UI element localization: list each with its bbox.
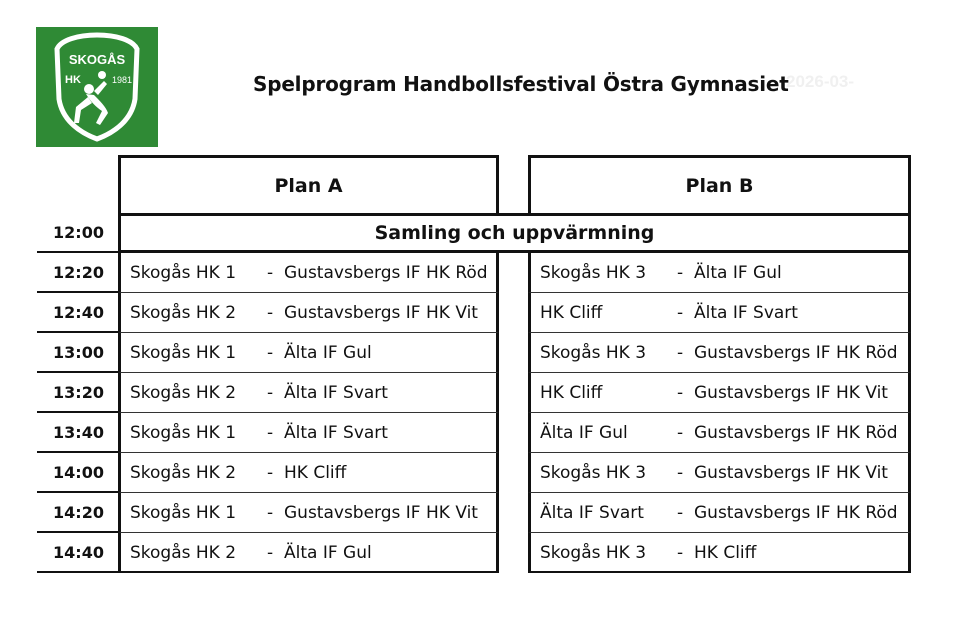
time-cell: 14:20 [37,493,120,533]
plan-a-game [118,413,499,453]
separator: - [677,543,684,563]
plan-b-game [528,253,911,293]
time-cell: 14:00 [37,453,120,493]
time-cell: 12:20 [37,253,120,293]
plan-a-header: Plan A [118,155,499,213]
time-cell: 12:00 [37,213,120,253]
away-team: HK Cliff [694,543,757,563]
separator: - [677,303,684,323]
away-team: Gustavsbergs IF HK Röd [284,263,488,283]
separator: - [267,423,274,443]
away-team: Gustavsbergs IF HK Vit [284,503,478,523]
home-team: Skogås HK 3 [540,543,647,563]
away-team: Gustavsbergs IF HK Röd [694,503,898,523]
away-team: Gustavsbergs IF HK Vit [284,303,478,323]
svg-text:SKOGÅS: SKOGÅS [68,52,126,67]
plan-a-game [118,493,499,533]
skogas-hk-crest [36,27,158,147]
schedule-row [37,373,911,413]
separator: - [267,263,274,283]
away-team: Gustavsbergs IF HK Vit [694,383,888,403]
away-team: Älta IF Svart [694,303,798,323]
samling-cell: Samling och uppvärmning [118,213,911,253]
plan-a-game [118,453,499,493]
time-cell: 13:20 [37,373,120,413]
away-team: Gustavsbergs IF HK Röd [694,423,898,443]
schedule-row [37,533,911,573]
home-team: Skogås HK 1 [130,423,237,443]
plan-b-game [528,453,911,493]
away-team: Gustavsbergs IF HK Röd [694,343,898,363]
schedule-row [37,453,911,493]
time-cell: 14:40 [37,533,120,573]
home-team: Älta IF Svart [540,503,644,523]
faint-date: 2026-03- [786,72,855,91]
schedule-row [37,293,911,333]
svg-text:HK: HK [65,74,81,86]
home-team: Skogås HK 2 [130,303,237,323]
home-team: HK Cliff [540,383,603,403]
away-team: Älta IF Gul [284,543,372,563]
home-team: Skogås HK 1 [130,503,237,523]
time-cell: 13:40 [37,413,120,453]
time-cell: 12:40 [37,293,120,333]
svg-text:1981: 1981 [111,75,133,85]
home-team: Skogås HK 2 [130,463,237,483]
separator: - [267,303,274,323]
plan-a-game [118,293,499,333]
separator: - [677,423,684,443]
separator: - [677,503,684,523]
plan-b-game [528,413,911,453]
page-title: Spelprogram Handbollsfestival Östra Gymnasiet [253,72,789,96]
home-team: Skogås HK 1 [130,343,237,363]
separator: - [677,343,684,363]
plan-a-game [118,333,499,373]
club-logo [36,27,158,147]
schedule-row-samling [37,213,911,253]
separator: - [677,263,684,283]
home-team: Skogås HK 1 [130,263,237,283]
plan-b-game [528,333,911,373]
plan-a-game [118,253,499,293]
home-team: Skogås HK 3 [540,343,647,363]
away-team: HK Cliff [284,463,347,483]
schedule-row [37,253,911,293]
away-team: Älta IF Svart [284,383,388,403]
away-team: Älta IF Gul [284,343,372,363]
away-team: Älta IF Svart [284,423,388,443]
plan-a-game [118,373,499,413]
plan-b-game [528,373,911,413]
home-team: Skogås HK 3 [540,263,647,283]
plan-a-game [118,533,499,573]
home-team: Älta IF Gul [540,423,628,443]
plan-b-game [528,533,911,573]
separator: - [267,463,274,483]
plan-b-game [528,493,911,533]
separator: - [677,383,684,403]
home-team: Skogås HK 3 [540,463,647,483]
schedule-row [37,493,911,533]
away-team: Älta IF Gul [694,263,782,283]
separator: - [677,463,684,483]
separator: - [267,543,274,563]
home-team: Skogås HK 2 [130,383,237,403]
plan-b-game [528,293,911,333]
separator: - [267,383,274,403]
home-team: Skogås HK 2 [130,543,237,563]
separator: - [267,343,274,363]
separator: - [267,503,274,523]
schedule-row [37,413,911,453]
home-team: HK Cliff [540,303,603,323]
away-team: Gustavsbergs IF HK Vit [694,463,888,483]
time-cell: 13:00 [37,333,120,373]
plan-b-header: Plan B [528,155,911,213]
schedule-row [37,333,911,373]
